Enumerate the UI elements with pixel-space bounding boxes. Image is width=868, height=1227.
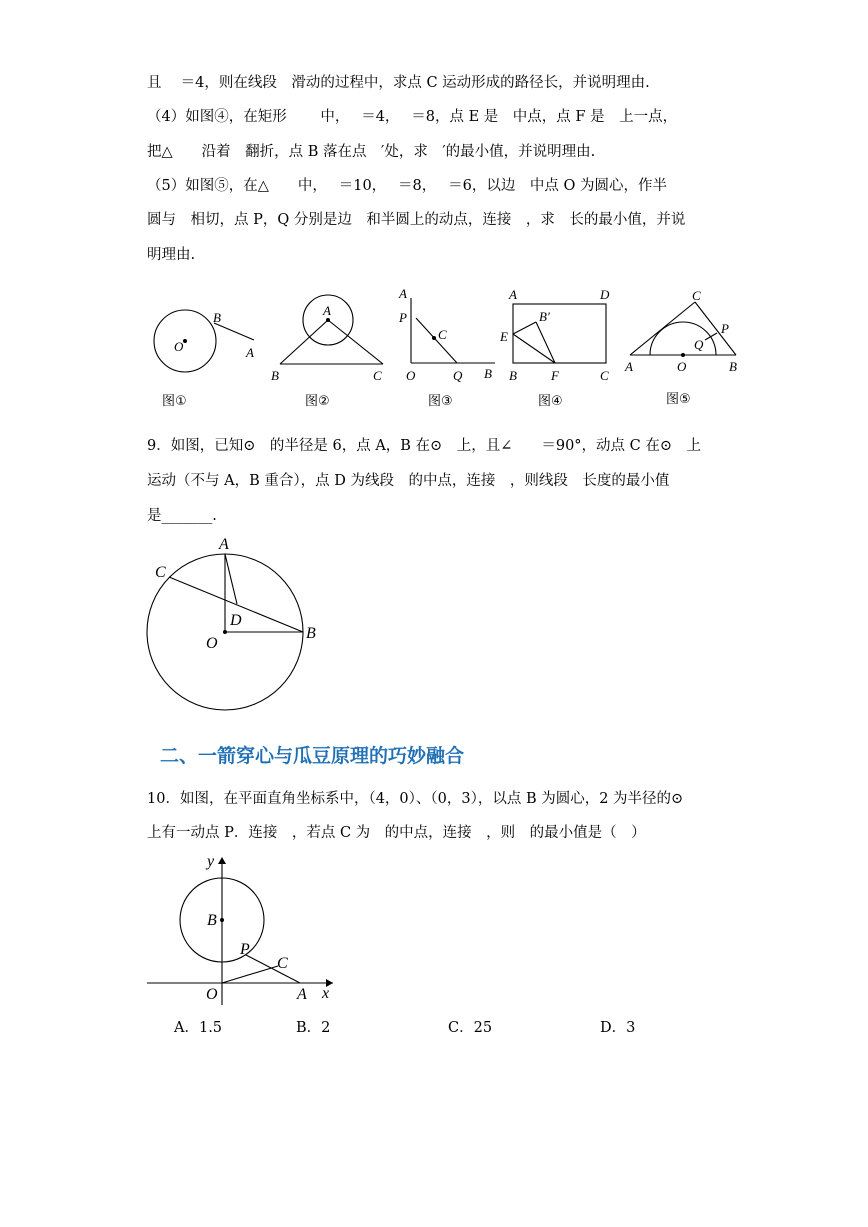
fig1-label-b: B xyxy=(213,310,221,325)
caption-fig2: 图② xyxy=(305,394,330,409)
fig5-label-b: B xyxy=(729,359,737,374)
fig5-label-p: P xyxy=(721,321,729,336)
caption-fig5: 图⑤ xyxy=(666,392,691,407)
fig4-label-e: E xyxy=(500,329,508,344)
fig2-center-dot xyxy=(326,318,330,322)
text-line-8: 运动（不与 A，B 重合），点 D 为线段 的中点，连接 ，则线段 长度的最小值 xyxy=(147,473,670,489)
text-line-10: 10．如图，在平面直角坐标系中，（4，0）、（0，3），以点 B 为圆心，2 为半径的⊙ xyxy=(147,791,684,807)
fig5-center-dot xyxy=(681,353,685,357)
figure-3 xyxy=(411,298,495,363)
q9-center-dot xyxy=(223,630,227,634)
q9-label-a: A xyxy=(219,536,229,553)
text-line-7: 9．如图，已知⊙ 的半径是 6，点 A，B 在⊙ 上，且∠ ＝90°，动点 C 在⊙ 上 xyxy=(147,438,702,454)
fig4-label-b: B xyxy=(509,368,517,383)
fig5-label-q: Q xyxy=(694,337,704,352)
section-heading: 二、一箭穿心与瓜豆原理的巧妙融合 xyxy=(160,745,465,767)
fig2-label-c: C xyxy=(373,368,382,383)
q10-center-dot xyxy=(220,918,224,922)
fig3-label-b: B xyxy=(484,366,492,381)
fig3-label-a: A xyxy=(399,286,407,301)
fig3-label-c: C xyxy=(438,327,447,342)
fig4-label-bprime: B′ xyxy=(539,309,550,324)
choice-b[interactable]: B．2 xyxy=(296,1020,331,1036)
fig4-label-f: F xyxy=(551,368,559,383)
fig1-label-o: O xyxy=(174,339,184,354)
q10-label-p: P xyxy=(240,941,250,958)
q9-label-o: O xyxy=(206,635,218,652)
q9-label-c: C xyxy=(155,564,166,581)
q10-label-b: B xyxy=(207,912,217,929)
text-line-6: 明理由. xyxy=(147,247,196,263)
q10-figure xyxy=(147,858,333,1005)
q9-label-d: D xyxy=(230,612,242,629)
fig4-label-a: A xyxy=(509,287,517,302)
figure-4 xyxy=(513,304,606,363)
figure-2 xyxy=(280,295,383,364)
text-line-4: （5）如图⑤，在△ 中， ＝10， ＝8， ＝6，以边 中点 O 为圆心，作半 xyxy=(147,178,667,194)
q10-label-a: A xyxy=(297,986,307,1003)
q10-label-y: y xyxy=(207,853,215,870)
q10-label-x: x xyxy=(322,985,330,1002)
fig2-label-a: A xyxy=(323,303,331,318)
fig1-center-dot xyxy=(183,339,187,343)
fig4-label-c: C xyxy=(600,368,609,383)
fig3-label-p: P xyxy=(399,310,407,325)
text-line-5: 圆与 相切，点 P，Q 分别是边 和半圆上的动点，连接 ，求 长的最小值，并说 xyxy=(147,212,686,228)
text-line-2: （4）如图④，在矩形 中， ＝4， ＝8，点 E 是 中点，点 F 是 上一点， xyxy=(147,109,678,125)
fig1-label-a: A xyxy=(246,345,254,360)
q10-label-c: C xyxy=(277,955,288,972)
fig2-label-b: B xyxy=(271,368,279,383)
choice-d[interactable]: D．3 xyxy=(600,1020,636,1036)
fig5-label-c: C xyxy=(692,288,701,303)
fig4-label-d: D xyxy=(600,287,610,302)
text-line-3: 把△ 沿着 翻折，点 B 落在点 ′处，求 ′的最小值，并说明理由. xyxy=(147,144,596,160)
figure-1 xyxy=(154,310,254,372)
caption-fig3: 图③ xyxy=(428,394,453,409)
fig3-label-q: Q xyxy=(453,368,463,383)
fig5-label-a: A xyxy=(625,359,633,374)
text-line-1: 且 ＝4，则在线段 滑动的过程中，求点 C 运动形成的路径长，并说明理由. xyxy=(147,75,650,91)
fig3-label-o: O xyxy=(406,368,416,383)
caption-fig4: 图④ xyxy=(538,394,563,409)
text-line-9: 是_______. xyxy=(147,508,217,524)
q10-label-o: O xyxy=(206,986,218,1003)
fig5-label-o: O xyxy=(677,359,687,374)
choice-c[interactable]: C．25 xyxy=(448,1020,493,1036)
text-line-11: 上有一动点 P．连接 ，若点 C 为 的中点，连接 ，则 的最小值是（ ） xyxy=(147,825,646,841)
fig3-point-dot xyxy=(432,336,436,340)
choice-a[interactable]: A．1.5 xyxy=(174,1020,223,1036)
y-axis-arrow-icon xyxy=(218,857,226,864)
q9-label-b: B xyxy=(306,625,316,642)
caption-fig1: 图① xyxy=(162,394,187,409)
